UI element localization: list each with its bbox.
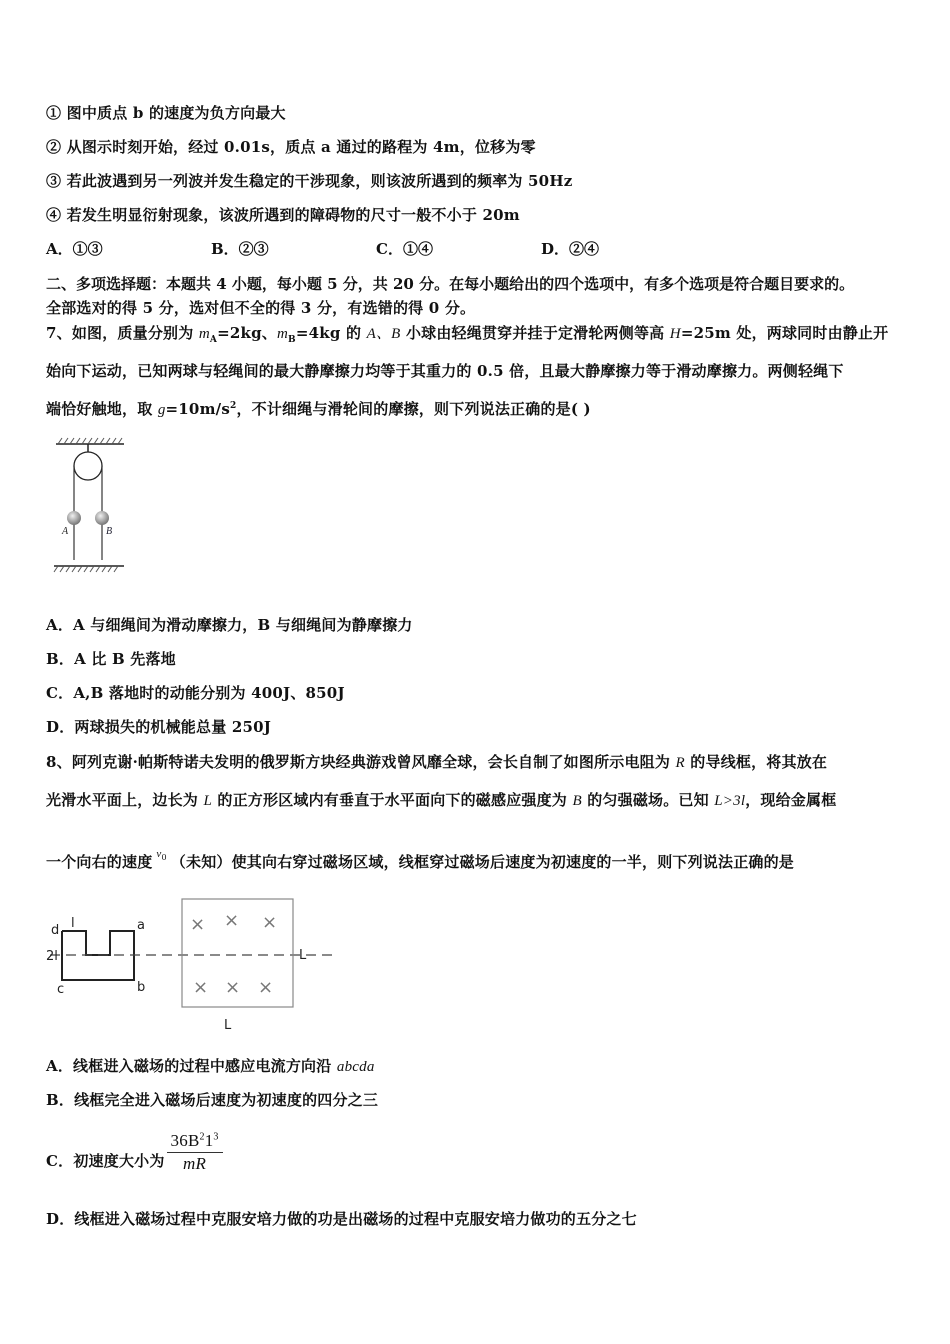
q8-option-a-text: A．线框进入磁场的过程中感应电流方向沿: [46, 1057, 337, 1075]
pulley-diagram-icon: [50, 436, 130, 576]
subscript: A: [209, 335, 218, 345]
field-x-mark: ×: [225, 977, 241, 998]
mass-symbol: m: [198, 326, 210, 342]
label-l-bottom: L: [224, 1018, 232, 1033]
magnetic-field-figure: [40, 892, 340, 1037]
q8-line3: [46, 848, 795, 872]
q8-line2: [46, 789, 836, 810]
velocity-fraction: [167, 1131, 223, 1174]
field-x-mark: ×: [224, 910, 240, 931]
subscript: B: [288, 335, 296, 345]
q8-option-d: D．线框进入磁场过程中克服安培力做的功是出磁场的过程中克服安培力做功的五分之七: [46, 1210, 637, 1228]
current-path: abcda: [336, 1059, 375, 1075]
q7-line2: 始向下运动，已知两球与轻绳间的最大静摩擦力均等于其重力的 0.5 倍，且最大静摩擦力等于滑动摩擦力。两侧轻绳下: [46, 362, 844, 380]
label-2l: 2l: [46, 949, 58, 964]
subscript: 0: [161, 853, 167, 863]
option-d: D．②④: [541, 240, 600, 258]
q7-text: =10m/s: [165, 400, 230, 418]
num-part: 1: [204, 1130, 214, 1150]
mass-symbol: m: [277, 326, 289, 342]
q7-text: ，不计细绳与滑轮间的摩擦，则下列说法正确的是( ): [236, 400, 591, 418]
label-b: b: [137, 980, 146, 995]
label-a: a: [137, 918, 145, 933]
fraction-numerator: [167, 1131, 223, 1153]
q8-option-b: B．线框完全进入磁场后速度为初速度的四分之三: [46, 1091, 379, 1109]
fraction-denominator: mR: [183, 1153, 207, 1173]
q8-text: 光滑水平面上，边长为: [46, 791, 204, 809]
statement-4: ④ 若发生明显衍射现象，该波所遇到的障碍物的尺寸一般不小于 20m: [46, 206, 520, 224]
q8-line1: [46, 751, 827, 772]
q7-text: =4kg 的: [295, 324, 367, 342]
label-d: d: [51, 923, 60, 938]
q7-option-c: C．A,B 落地时的动能分别为 400J、850J: [46, 684, 345, 702]
q7-text: =2kg、: [217, 324, 277, 342]
superscript: 2: [229, 401, 237, 411]
option-c: C．①④: [376, 240, 433, 258]
label-l-right: L: [299, 948, 307, 963]
wire-frame-diagram-icon: [40, 892, 340, 1037]
q7-option-a: A．A 与细绳间为滑动摩擦力，B 与细绳间为静摩擦力: [46, 616, 413, 634]
field-x-mark: ×: [262, 912, 278, 933]
q8-option-a: [46, 1055, 375, 1076]
label-l: l: [71, 916, 75, 931]
q8-text: （未知）使其向右穿过磁场区域，线框穿过磁场后速度为初速度的一半，则下列说法正确的是: [170, 853, 795, 871]
field-x-mark: ×: [258, 977, 274, 998]
q8-text: 的正方形区域内有垂直于水平面向下的磁感应强度为: [211, 791, 573, 809]
q7-option-b: B．A 比 B 先落地: [46, 650, 176, 668]
ball-labels: A、B: [366, 326, 401, 342]
q7-line3: [46, 398, 591, 419]
statement-1: ① 图中质点 b 的速度为负方向最大: [46, 104, 286, 122]
num-part: 36B: [170, 1130, 200, 1150]
statement-3: ③ 若此波遇到另一列波并发生稳定的干涉现象，则该波所遇到的频率为 50Hz: [46, 172, 573, 190]
pulley-figure: [50, 436, 130, 576]
q7-text: 小球由轻绳贯穿并挂于定滑轮两侧等高: [400, 324, 670, 342]
resistance-symbol: R: [675, 755, 685, 771]
q8-option-c: [46, 1124, 223, 1180]
q8-text: 一个向右的速度: [46, 853, 153, 871]
field-x-mark: ×: [193, 977, 209, 998]
q7-line1: [46, 322, 888, 345]
label-c: c: [57, 982, 65, 997]
statement-2: ② 从图示时刻开始，经过 0.01s，质点 a 通过的路程为 4m，位移为零: [46, 138, 536, 156]
q8-text: 的匀强磁场。已知: [581, 791, 715, 809]
q8-text: ，现给金属框: [745, 791, 837, 809]
length-symbol: L: [203, 793, 212, 809]
label-b: B: [106, 526, 113, 537]
label-a: A: [62, 526, 69, 537]
section-header-line1: 二、多项选择题：本题共 4 小题，每小题 5 分，共 20 分。在每小题给出的四个选项中，有多个选项是符合题目要求的。: [46, 275, 855, 293]
q7-option-d: D．两球损失的机械能总量 250J: [46, 718, 272, 736]
superscript: 3: [213, 1130, 219, 1142]
q8-option-c-text: C．初速度大小为: [46, 1151, 165, 1170]
q7-text: =25m 处，两球同时由静止开: [680, 324, 889, 342]
superscript: 2: [199, 1130, 205, 1142]
option-b: B．②③: [211, 240, 269, 258]
option-a: A．①③: [46, 240, 103, 258]
q7-text: 端恰好触地，取: [46, 400, 158, 418]
field-symbol: B: [572, 793, 582, 809]
gravity-symbol: g: [157, 402, 166, 418]
section-header-line2: 全部选对的得 5 分，选对但不全的得 3 分，有选错的得 0 分。: [46, 299, 476, 317]
q8-text: 的导线框，将其放在: [684, 753, 828, 771]
height-symbol: H: [669, 326, 681, 342]
velocity-symbol: v: [156, 848, 162, 860]
q8-text: 8、阿列克谢·帕斯特诺夫发明的俄罗斯方块经典游戏曾风靡全球，会长自制了如图所示电阻为: [46, 753, 676, 771]
condition: L>3l: [714, 793, 746, 809]
field-x-mark: ×: [190, 914, 206, 935]
q7-text: 7、如图，质量分别为: [46, 324, 199, 342]
